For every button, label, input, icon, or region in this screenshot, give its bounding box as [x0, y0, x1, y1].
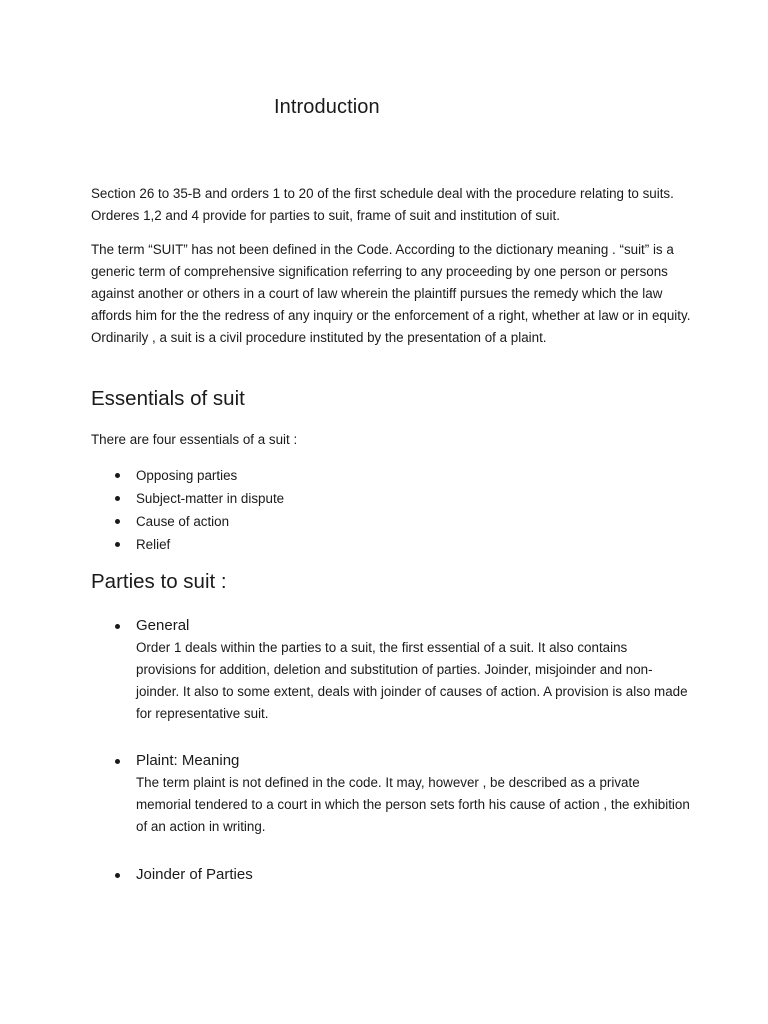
document-title: Introduction [274, 96, 380, 118]
intro-paragraph-1: Section 26 to 35-B and orders 1 to 20 of the first schedule deal with the procedure relating to suits. Orderes 1,2 and 4 provide for parties to suit, frame of suit and institution of suit. [91, 186, 674, 223]
list-item [91, 533, 284, 556]
intro-paragraph-2: The term “SUIT” has not been defined in the Code. According to the dictionary meaning . “suit” is a generic term of comprehensive signification referring to any proceeding by one person or persons against another or others in a court of law wherein the plaintiff pursues the remedy which the law affords him for the the redress of any inquiry or the enforcement of a right, whether at law or in equity. Ordinarily , a suit is a civil procedure instituted by the presentation of a plaint. [91, 242, 691, 345]
bullet-icon [115, 473, 120, 478]
list-item-label: Relief [136, 537, 171, 552]
list-item [91, 487, 284, 510]
joinder-heading-label: Joinder of Parties [136, 866, 253, 883]
list-item [91, 510, 284, 533]
general-body: Order 1 deals within the parties to a suit, the first essential of a suit. It also contains provisions for addition, deletion and substitution of parties. Joinder, misjoinder and non-joinder. It also to some extent, deals with joinder of causes of action. A provision is also made for representative suit. [136, 640, 688, 721]
bullet-icon [115, 624, 120, 629]
bullet-icon [115, 759, 120, 764]
bullet-icon [115, 542, 120, 547]
plaint-body: The term plaint is not defined in the code. It may, however , be described as a private memorial tendered to a court in which the person sets forth his cause of action , the exhibition of an action in writing. [136, 775, 690, 834]
joinder-section [91, 864, 691, 886]
essentials-heading: Essentials of suit [91, 387, 245, 410]
list-item-label: Subject-matter in dispute [136, 491, 285, 506]
general-section [91, 615, 691, 725]
joinder-heading [91, 864, 691, 886]
essentials-intro: There are four essentials of a suit : [91, 432, 298, 447]
list-item-label: Cause of action [136, 514, 230, 529]
essentials-list [91, 464, 284, 556]
list-item [91, 464, 284, 487]
plaint-heading-label: Plaint: Meaning [136, 752, 240, 769]
list-item-label: Opposing parties [136, 468, 238, 483]
plaint-heading [91, 750, 691, 772]
bullet-icon [115, 519, 120, 524]
parties-heading: Parties to suit : [91, 570, 227, 593]
bullet-icon [115, 496, 120, 501]
general-heading [91, 615, 691, 637]
plaint-section [91, 750, 691, 838]
general-heading-label: General [136, 617, 190, 634]
bullet-icon [115, 873, 120, 878]
